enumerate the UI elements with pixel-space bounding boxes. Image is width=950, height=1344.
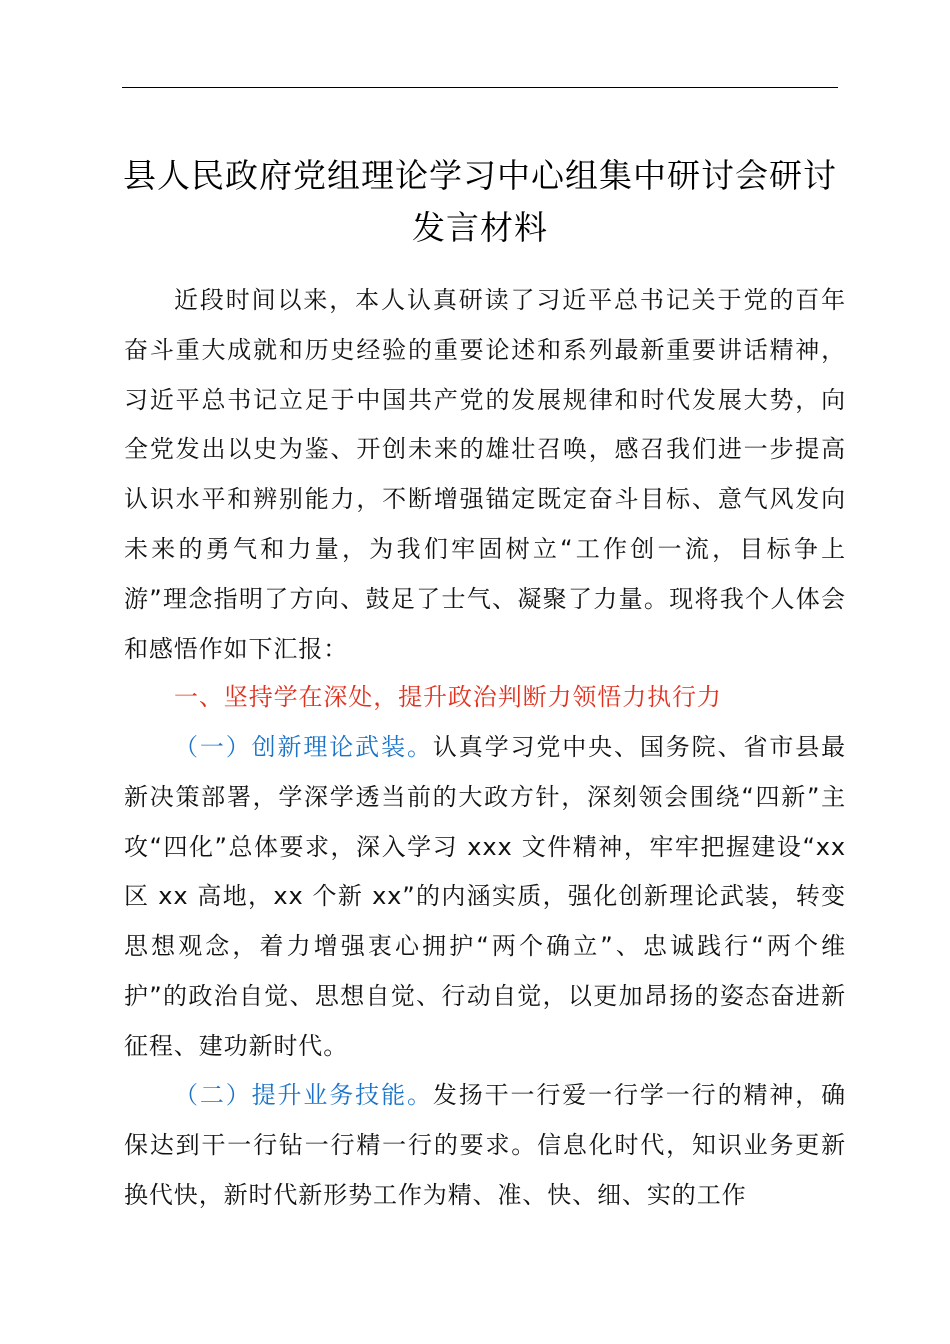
subsection-lead: （一）创新理论武装。 xyxy=(174,733,433,761)
document-title: 县人民政府党组理论学习中心组集中研讨会研讨发言材料 xyxy=(123,156,837,247)
subsection-text: 认真学习党中央、国务院、省市县最新决策部署，学深学透当前的大政方针，深刻领会围绕“四新”主攻“四化”总体要求，深入学习 xxx 文件精神，牢牢把握建设“xx 区 xx 高地，xx 个新 xx”的内涵实质，强化创新理论武装，转变思想观念，着力增强衷心拥护“两个确立”、忠诚践行“两个维护”的政治自觉、思想自觉、行动自觉，以更加昂扬的姿态奋进新征程、建功新时代。 xyxy=(124,733,846,1060)
subsection-paragraph xyxy=(124,1071,846,1220)
subsection-lead: （二）提升业务技能。 xyxy=(174,1081,433,1109)
header-rule xyxy=(122,87,838,88)
section-heading: 一、坚持学在深处，提升政治判断力领悟力执行力 xyxy=(174,683,722,711)
intro-paragraph: 近段时间以来，本人认真研读了习近平总书记关于党的百年奋斗重大成就和历史经验的重要论述和系列最新重要讲话精神，习近平总书记立足于中国共产党的发展规律和时代发展大势，向全党发出以史为鉴、开创未来的雄壮召唤，感召我们进一步提高认识水平和辨别能力，不断增强锚定既定奋斗目标、意气风发向未来的勇气和力量，为我们牢固树立“工作创一流，目标争上游”理念指明了方向、鼓足了士气、凝聚了力量。现将我个人体会和感悟作如下汇报： xyxy=(124,286,846,663)
subsection-text: 发扬干一行爱一行学一行的精神，确保达到干一行钻一行精一行的要求。信息化时代，知识业务更新换代快，新时代新形势工作为精、准、快、细、实的工作 xyxy=(124,1081,846,1209)
subsection-paragraph xyxy=(124,723,846,1072)
